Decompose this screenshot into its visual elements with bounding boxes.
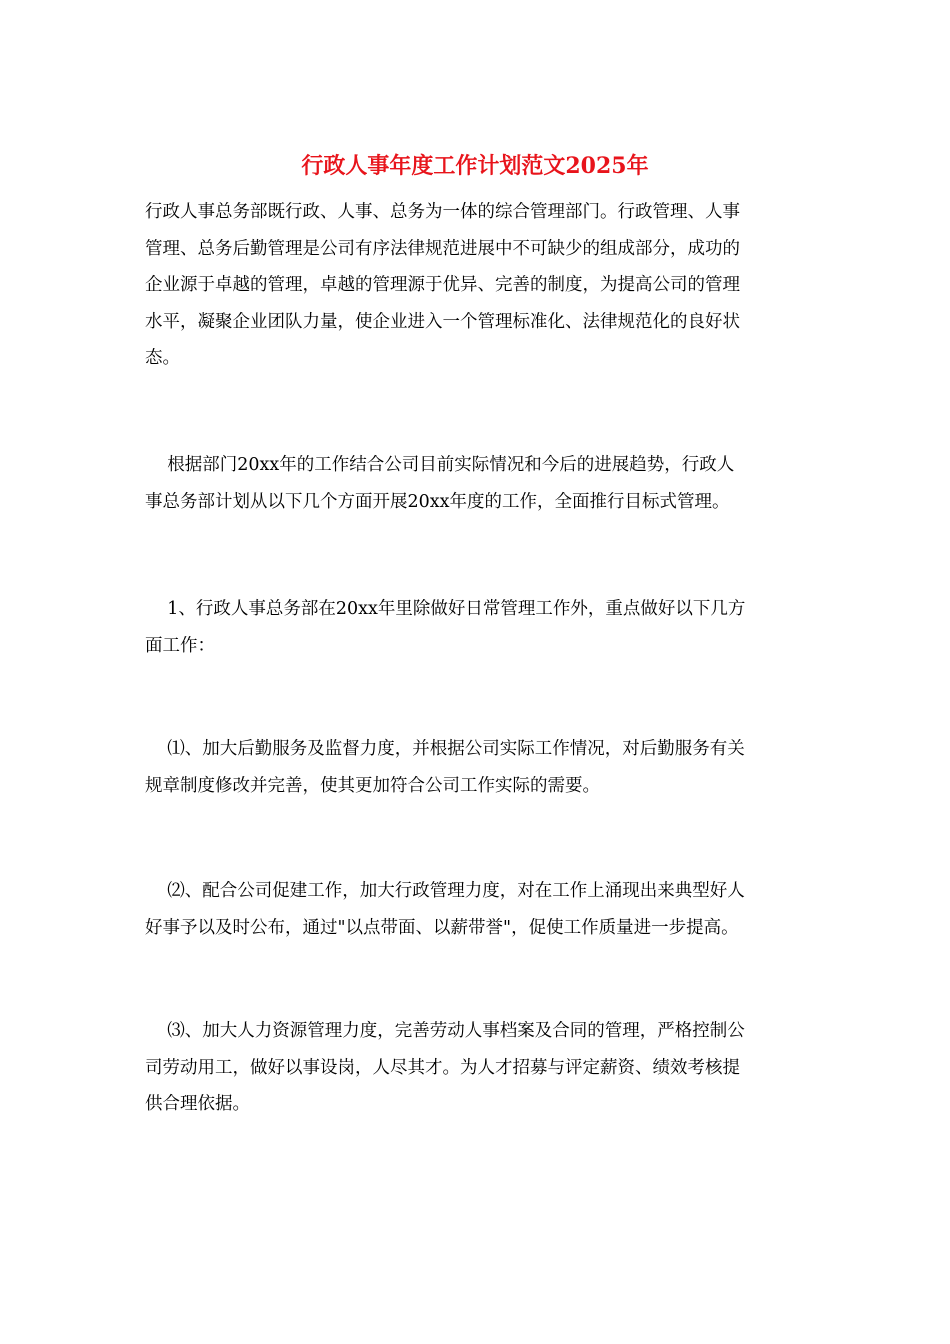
- paragraph-intro: [145, 194, 810, 377]
- paragraph-plan-basis: [145, 447, 810, 520]
- text-line: 1、行政人事总务部在20xx年里除做好日常管理工作外，重点做好以下几方: [145, 599, 746, 619]
- text-line: 根据部门20xx年的工作结合公司目前实际情况和今后的进展趋势，行政人: [145, 455, 735, 475]
- paragraph-item-1: [145, 731, 810, 804]
- paragraph-item-2: [145, 873, 810, 946]
- text-line: 规章制度修改并完善，使其更加符合公司工作实际的需要。: [145, 775, 600, 796]
- text-line: 事总务部计划从以下几个方面开展20xx年度的工作，全面推行目标式管理。: [145, 491, 730, 512]
- text-line: 水平，凝聚企业团队力量，使企业进入一个管理标准化、法律规范化的良好状: [145, 311, 740, 332]
- text-line: ⑶、加大人力资源管理力度，完善劳动人事档案及合同的管理，严格控制公: [145, 1021, 745, 1041]
- text-line: ⑴、加大后勤服务及监督力度，并根据公司实际工作情况，对后勤服务有关: [145, 739, 745, 759]
- text-line: 司劳动用工，做好以事设岗，人尽其才。为人才招募与评定薪资、绩效考核提: [145, 1057, 740, 1078]
- paragraph-section-1: [145, 591, 810, 664]
- text-line: 好事予以及时公布，通过"以点带面、以薪带誉"，促使工作质量进一步提高。: [145, 917, 739, 938]
- paragraph-item-3: [145, 1013, 810, 1123]
- text-line: ⑵、配合公司促建工作，加大行政管理力度，对在工作上涌现出来典型好人: [145, 881, 745, 901]
- text-line: 管理、总务后勤管理是公司有序法律规范进展中不可缺少的组成部分，成功的: [145, 238, 740, 259]
- text-line: 供合理依据。: [145, 1094, 250, 1114]
- text-line: 行政人事总务部既行政、人事、总务为一体的综合管理部门。行政管理、人事: [145, 202, 740, 222]
- text-line: 态。: [145, 348, 180, 368]
- document-title: 行政人事年度工作计划范文2025年: [301, 153, 649, 179]
- text-line: 企业源于卓越的管理，卓越的管理源于优异、完善的制度，为提高公司的管理: [145, 275, 740, 295]
- text-line: 面工作：: [145, 635, 215, 656]
